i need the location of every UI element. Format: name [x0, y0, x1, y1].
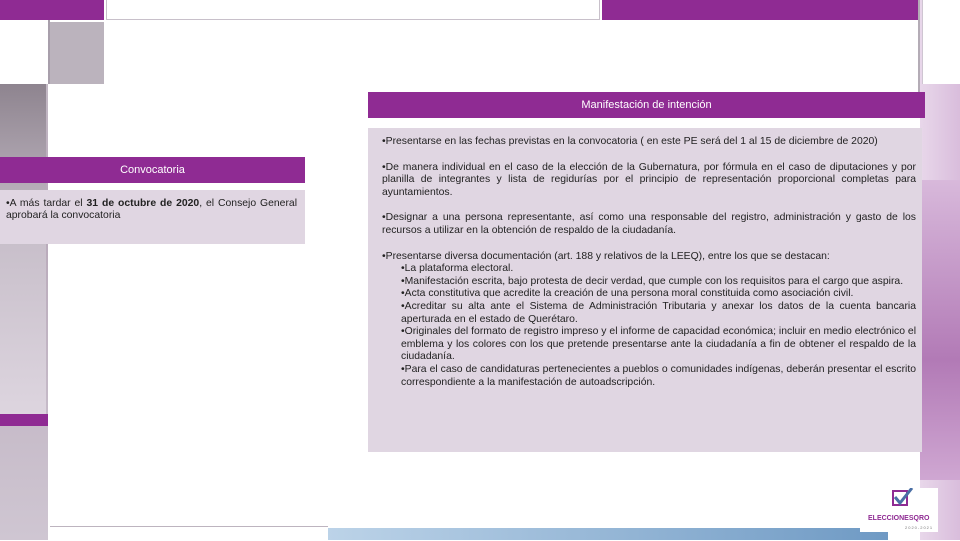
left-decor-gradient	[0, 84, 46, 414]
right-decor-white-box	[922, 0, 960, 84]
convocatoria-title: Convocatoria	[0, 157, 305, 183]
manifestacion-subitem: •Originales del formato de registro impreso y el informe de capacidad económica; incluir en medio electrónico el emblema y los colores con los que pretende presentarse ante la ciudadanía a fin de obtener el respaldo de la ciudadanía.	[401, 326, 916, 363]
top-decor-frame	[106, 0, 600, 20]
manifestacion-panel	[368, 128, 922, 452]
manifestacion-item: •Presentarse diversa documentación (art. 188 y relativos de la LEEQ), entre los que se destacan:	[382, 250, 830, 262]
convocatoria-date: 31 de octubre de 2020	[86, 198, 200, 209]
top-decor-purple-right	[602, 0, 918, 20]
convocatoria-text-pre: •A más tardar el	[6, 198, 87, 209]
manifestacion-item: •Presentarse en las fechas previstas en la convocatoria ( en este PE será del 1 al 15 de diciembre de 2020)	[382, 136, 878, 147]
top-decor-gray-box	[50, 22, 104, 84]
manifestacion-subitem: •La plataforma electoral.	[401, 263, 514, 275]
top-decor-purple-left	[0, 0, 104, 20]
logo-subtext: 2020-2021	[905, 525, 934, 530]
right-decor-line	[918, 0, 920, 96]
convocatoria-panel	[0, 190, 305, 244]
convocatoria-text-post: , el Consejo General aprobará la convocatoria	[6, 198, 298, 222]
manifestacion-item: •Designar a una persona representante, así como una responsable del registro, administración y gasto de los recursos a utilizar en la obtención de respaldo de la ciudadanía.	[382, 212, 916, 236]
manifestacion-subitem: •Manifestación escrita, bajo protesta de decir verdad, que cumple con los requisitos para el cargo que aspira.	[401, 275, 904, 287]
right-decor-gradient	[920, 180, 960, 480]
logo-text: ELECCIONESQRO	[868, 515, 930, 522]
manifestacion-title: Manifestación de intención	[368, 92, 925, 118]
left-decor-purple-mark	[0, 414, 48, 426]
manifestacion-subitem: •Acta constitutiva que acredite la creación de una persona moral constituida como asociación civil.	[401, 288, 854, 300]
manifestacion-subitem: •Para el caso de candidaturas pertenecientes a pueblos o comunidades indígenas, deberán presentar el escrito correspondiente a la manifestación de autoadscripción.	[401, 363, 916, 388]
manifestacion-item: •De manera individual en el caso de la elección de la Gubernatura, por fórmula en el caso de diputaciones y por planilla de integrantes y lista de regidurías por el principio de representación proporcional completas para ayuntamientos.	[382, 161, 916, 198]
bottom-decor-blue-bar	[328, 528, 888, 540]
manifestacion-subitem: •Acreditar su alta ante el Sistema de Administración Tributaria y anexar los datos de la cuenta bancaria aperturada en el estado de Querétaro.	[401, 300, 916, 325]
bottom-decor-line	[50, 526, 328, 541]
